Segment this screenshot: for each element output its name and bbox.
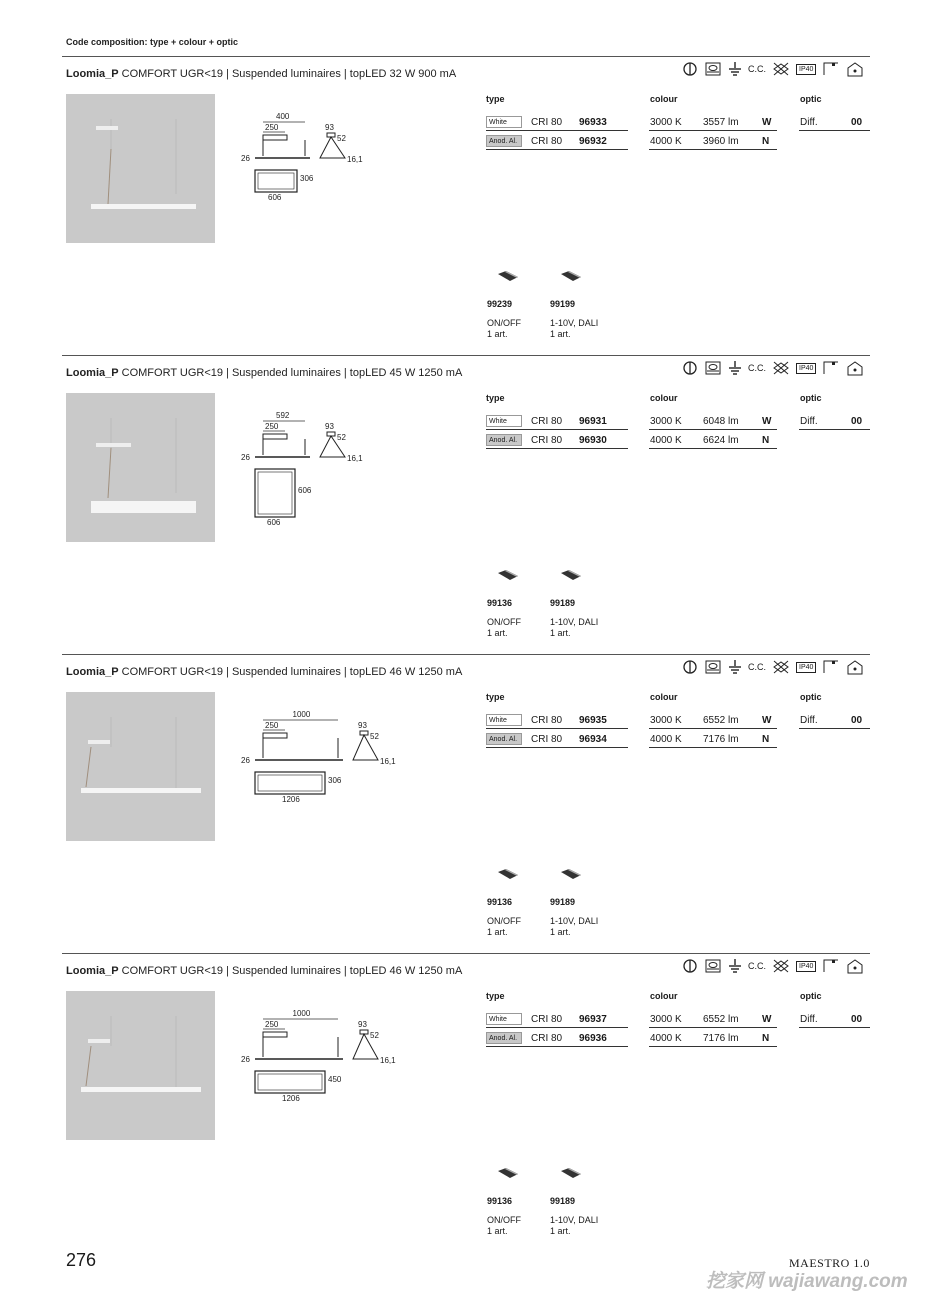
no-cover-icon [772, 659, 790, 675]
svg-text:16,1: 16,1 [380, 1056, 396, 1065]
lumen-value: 6552 lm [703, 715, 739, 726]
row-underline [486, 149, 628, 150]
svg-text:250: 250 [265, 123, 279, 132]
optic-code: 00 [851, 715, 863, 726]
ground-icon [728, 61, 742, 77]
cct-value: 3000 K [650, 416, 682, 427]
brand-name: MAESTRO 1.0 [789, 1256, 870, 1270]
feature-icons [682, 958, 864, 974]
ip40-icon: IP40 [796, 961, 816, 972]
ceiling-icon [822, 61, 840, 77]
cri-value: CRI 80 [531, 715, 563, 726]
product-photo [66, 991, 215, 1140]
product-photo [66, 692, 215, 841]
optic-code: 00 [851, 416, 863, 427]
optic-header: optic [800, 991, 822, 1001]
colour-code: W [762, 117, 772, 128]
finish-swatch: Anod. Al. [486, 733, 522, 745]
product-code: 96931 [579, 416, 607, 427]
rotate-icon [682, 61, 698, 77]
accessory-desc: 1-10V, DALI 1 art. [550, 1215, 599, 1236]
no-cover-icon [772, 360, 790, 376]
product-code: 96937 [579, 1014, 607, 1025]
dimension-drawing [225, 393, 385, 527]
optic-value: Diff. [800, 1014, 818, 1025]
cct-value: 4000 K [650, 734, 682, 745]
ip40-icon: IP40 [796, 662, 816, 673]
type-header: type [486, 94, 505, 104]
cri-value: CRI 80 [531, 435, 563, 446]
dimmable-icon [704, 61, 722, 77]
svg-text:26: 26 [241, 154, 250, 163]
section-rule [62, 654, 870, 655]
cc-icon: C.C. [748, 961, 766, 971]
type-header: type [486, 692, 505, 702]
row-underline [649, 429, 777, 430]
colour-code: W [762, 715, 772, 726]
svg-text:1000: 1000 [292, 1009, 311, 1018]
ceiling-icon [822, 958, 840, 974]
svg-text:1206: 1206 [282, 795, 300, 804]
dimension-drawing [225, 692, 396, 812]
svg-text:16,1: 16,1 [347, 155, 363, 164]
svg-text:400: 400 [276, 112, 290, 121]
svg-text:592: 592 [276, 411, 290, 420]
section-title: Loomia_P COMFORT UGR<19 | Suspended luminaires | topLED 46 W 1250 mA [66, 666, 463, 678]
cri-value: CRI 80 [531, 136, 563, 147]
dimmable-icon [704, 659, 722, 675]
finish-swatch: White [486, 1013, 522, 1025]
house-icon [846, 958, 864, 974]
driver-icon [497, 270, 519, 282]
accessory-code: 99136 [487, 1196, 513, 1206]
svg-text:93: 93 [358, 1020, 367, 1029]
svg-text:16,1: 16,1 [347, 454, 363, 463]
driver-icon [497, 868, 519, 880]
row-underline [649, 747, 777, 748]
lumen-value: 6552 lm [703, 1014, 739, 1025]
cri-value: CRI 80 [531, 1014, 563, 1025]
ground-icon [728, 659, 742, 675]
ceiling-icon [822, 360, 840, 376]
optic-header: optic [800, 94, 822, 104]
svg-text:52: 52 [337, 433, 346, 442]
colour-code: N [762, 734, 770, 745]
row-underline [486, 728, 628, 729]
type-header: type [486, 393, 505, 403]
dimmable-icon [704, 958, 722, 974]
svg-text:606: 606 [268, 193, 282, 202]
cct-value: 4000 K [650, 136, 682, 147]
row-underline [486, 429, 628, 430]
optic-value: Diff. [800, 715, 818, 726]
optic-header: optic [800, 692, 822, 702]
ip40-icon: IP40 [796, 64, 816, 75]
section-title: Loomia_P COMFORT UGR<19 | Suspended luminaires | topLED 32 W 900 mA [66, 68, 457, 80]
finish-swatch: Anod. Al. [486, 135, 522, 147]
colour-header: colour [650, 991, 678, 1001]
dimension-drawing [225, 94, 385, 214]
finish-swatch: White [486, 415, 522, 427]
row-underline [799, 1027, 870, 1028]
colour-code: W [762, 1014, 772, 1025]
row-underline [486, 130, 628, 131]
svg-text:93: 93 [325, 123, 334, 132]
ip40-icon: IP40 [796, 363, 816, 374]
svg-text:52: 52 [370, 732, 379, 741]
section-rule [62, 355, 870, 356]
cri-value: CRI 80 [531, 1033, 563, 1044]
product-code: 96934 [579, 734, 607, 745]
watermark: 挖家网 wajiawang.com [706, 1271, 908, 1292]
product-photo [66, 94, 215, 243]
dimmable-icon [704, 360, 722, 376]
svg-text:26: 26 [241, 1055, 250, 1064]
colour-code: N [762, 1033, 770, 1044]
lumen-value: 6048 lm [703, 416, 739, 427]
feature-icons [682, 659, 864, 675]
accessory-code: 99189 [550, 598, 576, 608]
optic-code: 00 [851, 1014, 863, 1025]
finish-swatch: Anod. Al. [486, 434, 522, 446]
row-underline [799, 130, 870, 131]
ceiling-icon [822, 659, 840, 675]
accessory-desc: ON/OFF 1 art. [487, 916, 521, 937]
accessory-desc: ON/OFF 1 art. [487, 318, 521, 339]
rotate-icon [682, 958, 698, 974]
section-title: Loomia_P COMFORT UGR<19 | Suspended luminaires | topLED 46 W 1250 mA [66, 965, 463, 977]
accessory-desc: 1-10V, DALI 1 art. [550, 916, 599, 937]
section-rule [62, 56, 870, 57]
accessory-code: 99239 [487, 299, 513, 309]
product-section [0, 953, 927, 1253]
finish-swatch: White [486, 714, 522, 726]
feature-icons [682, 61, 864, 77]
colour-code: W [762, 416, 772, 427]
driver-icon [497, 569, 519, 581]
code-composition-label: Code composition: type + colour + optic [66, 37, 239, 47]
row-underline [649, 130, 777, 131]
colour-code: N [762, 136, 770, 147]
lumen-value: 3557 lm [703, 117, 739, 128]
cri-value: CRI 80 [531, 734, 563, 745]
accessory-code: 99199 [550, 299, 576, 309]
driver-icon [560, 270, 582, 282]
section-title: Loomia_P COMFORT UGR<19 | Suspended luminaires | topLED 45 W 1250 mA [66, 367, 463, 379]
svg-text:93: 93 [358, 721, 367, 730]
cri-value: CRI 80 [531, 117, 563, 128]
product-code: 96930 [579, 435, 607, 446]
rotate-icon [682, 360, 698, 376]
colour-code: N [762, 435, 770, 446]
product-code: 96932 [579, 136, 607, 147]
row-underline [486, 1046, 628, 1047]
accessory-code: 99136 [487, 598, 513, 608]
svg-text:52: 52 [337, 134, 346, 143]
svg-text:250: 250 [265, 422, 279, 431]
finish-swatch: Anod. Al. [486, 1032, 522, 1044]
cc-icon: C.C. [748, 363, 766, 373]
accessory-desc: 1-10V, DALI 1 art. [550, 318, 599, 339]
lumen-value: 7176 lm [703, 734, 739, 745]
ground-icon [728, 958, 742, 974]
product-photo [66, 393, 215, 542]
cc-icon: C.C. [748, 662, 766, 672]
product-code: 96935 [579, 715, 607, 726]
house-icon [846, 659, 864, 675]
row-underline [649, 149, 777, 150]
driver-icon [560, 1167, 582, 1179]
row-underline [486, 448, 628, 449]
row-underline [799, 429, 870, 430]
ground-icon [728, 360, 742, 376]
svg-text:26: 26 [241, 453, 250, 462]
product-code: 96933 [579, 117, 607, 128]
cc-icon: C.C. [748, 64, 766, 74]
dimension-drawing [225, 991, 396, 1111]
svg-text:16,1: 16,1 [380, 757, 396, 766]
product-section [0, 654, 927, 954]
row-underline [486, 747, 628, 748]
accessory-code: 99189 [550, 897, 576, 907]
driver-icon [560, 868, 582, 880]
cct-value: 4000 K [650, 1033, 682, 1044]
svg-text:250: 250 [265, 1020, 279, 1029]
driver-icon [497, 1167, 519, 1179]
no-cover-icon [772, 61, 790, 77]
page-number: 276 [66, 1250, 97, 1270]
finish-swatch: White [486, 116, 522, 128]
product-section [0, 355, 927, 655]
svg-text:450: 450 [328, 1075, 342, 1084]
type-header: type [486, 991, 505, 1001]
lumen-value: 7176 lm [703, 1033, 739, 1044]
accessory-code: 99189 [550, 1196, 576, 1206]
svg-text:250: 250 [265, 721, 279, 730]
driver-icon [560, 569, 582, 581]
cct-value: 3000 K [650, 117, 682, 128]
colour-header: colour [650, 692, 678, 702]
accessory-desc: 1-10V, DALI 1 art. [550, 617, 599, 638]
rotate-icon [682, 659, 698, 675]
svg-text:306: 306 [300, 174, 314, 183]
cri-value: CRI 80 [531, 416, 563, 427]
house-icon [846, 360, 864, 376]
row-underline [486, 1027, 628, 1028]
accessory-desc: ON/OFF 1 art. [487, 617, 521, 638]
optic-code: 00 [851, 117, 863, 128]
row-underline [649, 1046, 777, 1047]
optic-header: optic [800, 393, 822, 403]
cct-value: 4000 K [650, 435, 682, 446]
colour-header: colour [650, 393, 678, 403]
product-code: 96936 [579, 1033, 607, 1044]
section-rule [62, 953, 870, 954]
svg-text:306: 306 [328, 776, 342, 785]
feature-icons [682, 360, 864, 376]
cct-value: 3000 K [650, 715, 682, 726]
row-underline [799, 728, 870, 729]
product-section [0, 56, 927, 356]
no-cover-icon [772, 958, 790, 974]
row-underline [649, 728, 777, 729]
svg-text:606: 606 [298, 486, 312, 495]
accessory-code: 99136 [487, 897, 513, 907]
row-underline [649, 1027, 777, 1028]
svg-text:93: 93 [325, 422, 334, 431]
accessory-desc: ON/OFF 1 art. [487, 1215, 521, 1236]
house-icon [846, 61, 864, 77]
lumen-value: 6624 lm [703, 435, 739, 446]
colour-header: colour [650, 94, 678, 104]
svg-text:26: 26 [241, 756, 250, 765]
svg-text:1000: 1000 [292, 710, 311, 719]
svg-text:52: 52 [370, 1031, 379, 1040]
cct-value: 3000 K [650, 1014, 682, 1025]
svg-text:606: 606 [267, 518, 281, 527]
optic-value: Diff. [800, 416, 818, 427]
lumen-value: 3960 lm [703, 136, 739, 147]
row-underline [649, 448, 777, 449]
optic-value: Diff. [800, 117, 818, 128]
svg-text:1206: 1206 [282, 1094, 300, 1103]
